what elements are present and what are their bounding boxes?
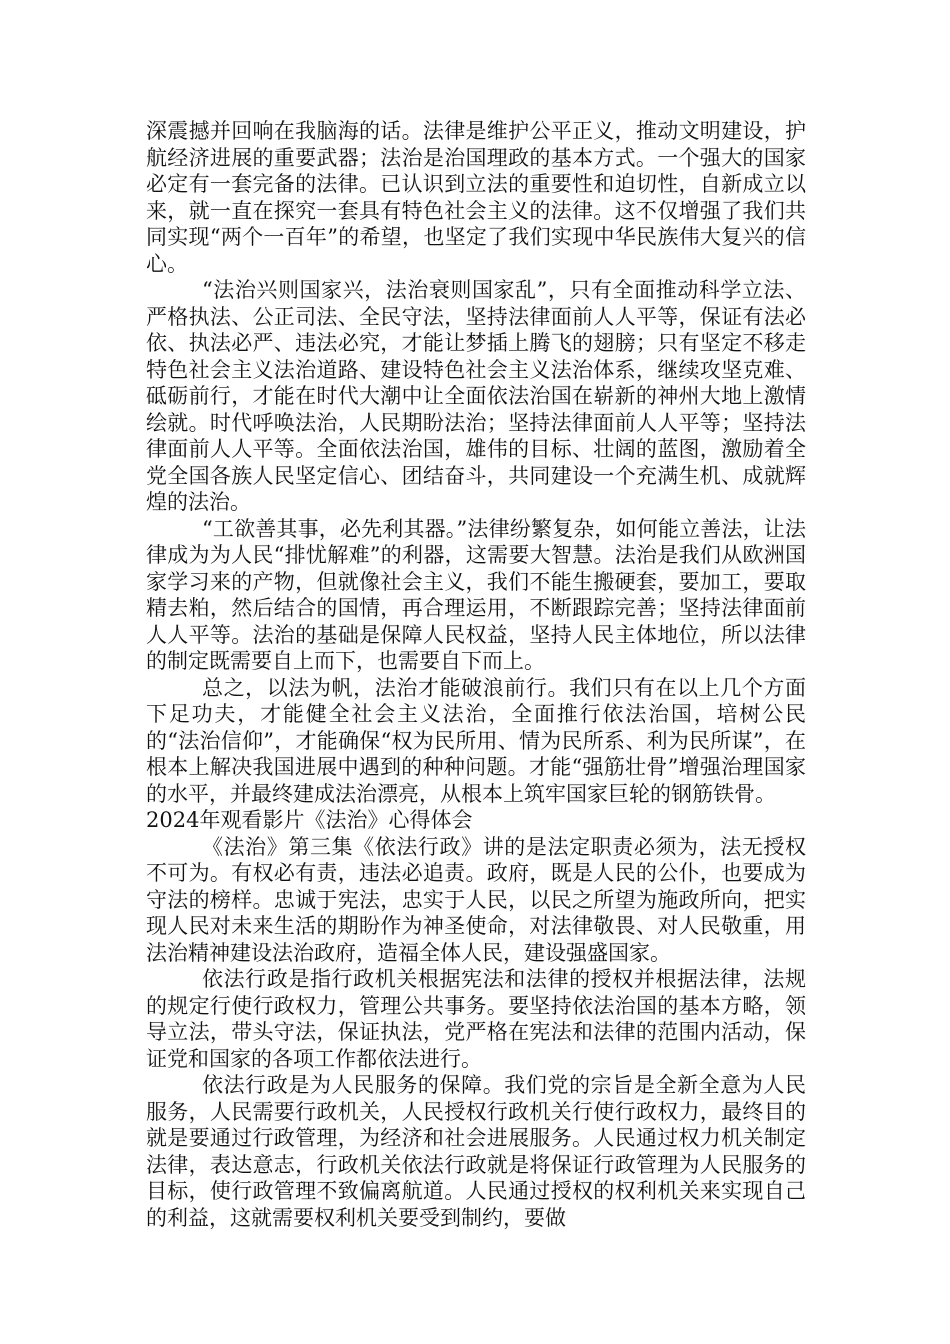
paragraph-conclusion: 总之，以法为帆，法治才能破浪前行。我们只有在以上几个方面下足功夫，才能健全社会主义法治，全面推行依法治国，培树公民的“法治信仰”，才能确保“权为民所用、情为民所系、利为民所谋”，在根本上解决我国进展中遇到的种种问题。才能“强筋壮骨”增强治理国家的水平，并最终建成法治漂亮，从根本上筑牢国家巨轮的钢筋铁骨。 — [146, 675, 806, 806]
section-heading: 2024年观看影片《法治》心得体会 — [146, 808, 473, 832]
paragraph-tools: “工欲善其事，必先利其器。”法律纷繁复杂，如何能立善法，让法律成为为人民“排忧解难”的利器，这需要大智慧。法治是我们从欧洲国家学习来的产物，但就像社会主义，我们不能生搬硬套，要加工，要取精去粕，然后结合的国情，再合理运用，不断跟踪完善；坚持法律面前人人平等。法治的基础是保障人民权益，坚持人民主体地位，所以法律的制定既需要自上而下，也需要自下而上。 — [146, 516, 806, 673]
paragraph-definition: 依法行政是指行政机关根据宪法和法律的授权并根据法律，法规的规定行使行政权力，管理公共事务。要坚持依法治国的基本方略，领导立法，带头守法，保证执法，党严格在宪法和法律的范围内活动，保证党和国家的各项工作都依法进行。 — [146, 967, 806, 1071]
paragraph-continuation: 深震撼并回响在我脑海的话。法律是维护公平正义，推动文明建设，护航经济进展的重要武器；法治是治国理政的基本方式。一个强大的国家必定有一套完备的法律。已认识到立法的重要性和迫切性，自新成立以来，就一直在探究一套具有特色社会主义的法律。这不仅增强了我们共同实现“两个一百年”的希望，也坚定了我们实现中华民族伟大复兴的信心。 — [146, 119, 806, 276]
paragraph-service: 依法行政是为人民服务的保障。我们党的宗旨是全新全意为人民服务，人民需要行政机关，人民授权行政机关行使行政权力，最终目的就是要通过行政管理，为经济和社会进展服务。人民通过权力机关制定法律，表达意志，行政机关依法行政就是将保证行政管理为人民服务的目标，使行政管理不致偏离航道。人民通过授权的权利机关来实现自己的利益，这就需要权利机关要受到制约，要做 — [146, 1073, 806, 1230]
paragraph-rule-of-law: “法治兴则国家兴，法治衰则国家乱”，只有全面推动科学立法、严格执法、公正司法、全民守法，坚持法律面前人人平等，保证有法必依、执法必严、违法必究，才能让梦插上腾飞的翅膀；只有坚定不移走特色社会主义法治道路、建设特色社会主义法治体系，继续攻坚克难、砥砺前行，才能在时代大潮中让全面依法治国在崭新的神州大地上激情绘就。时代呼唤法治，人民期盼法治；坚持法律面前人人平等；坚持法律面前人人平等。全面依法治国，雄伟的目标、壮阔的蓝图，激励着全党全国各族人民坚定信心、团结奋斗，共同建设一个充满生机、成就辉煌的法治。 — [146, 278, 806, 514]
document-body — [146, 118, 806, 1231]
paragraph-episode-three: 《法治》第三集《依法行政》讲的是法定职责必须为，法无授权不可为。有权必有责，违法必追责。政府，既是人民的公仆，也要成为守法的榜样。忠诚于宪法，忠实于人民，以民之所望为施政所向，把实现人民对未来生活的期盼作为神圣使命，对法律敬畏、对人民敬重，用法治精神建设法治政府，造福全体人民，建设强盛国家。 — [146, 834, 806, 965]
